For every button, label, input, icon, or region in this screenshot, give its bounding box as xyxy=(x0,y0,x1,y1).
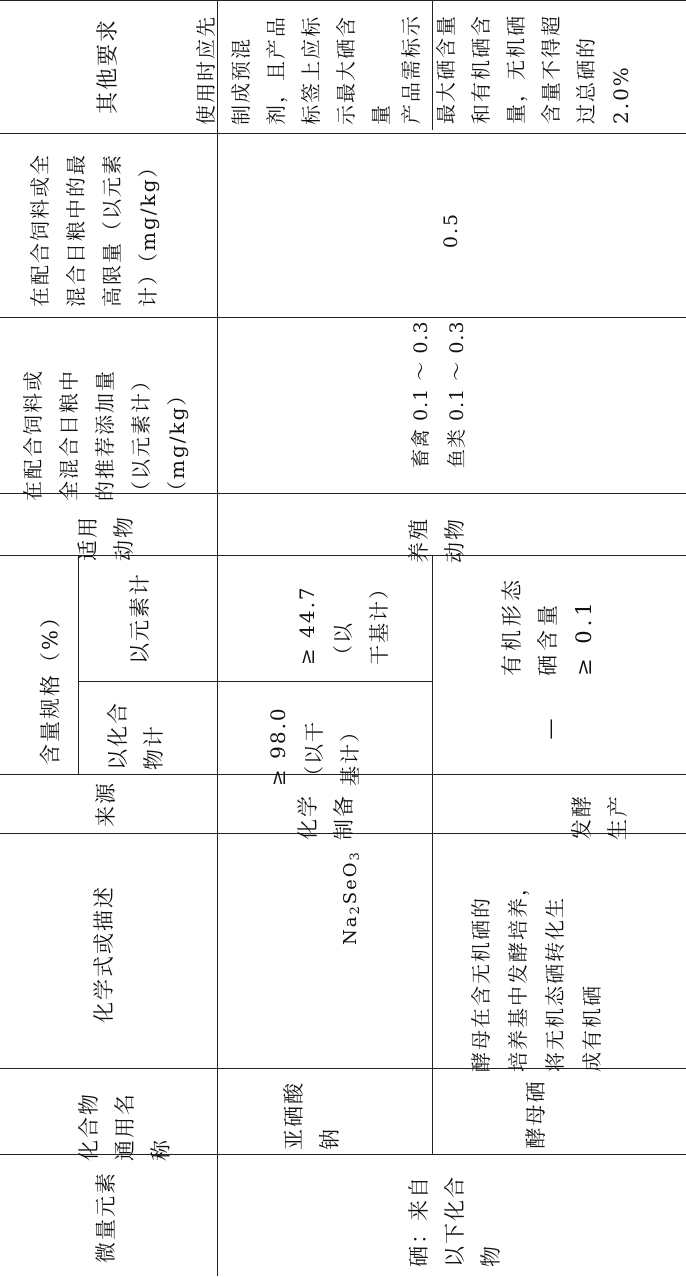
header-recommended: 在配合饲料或 全混合日粮中 的推荐添加量 （以元素计） （mg/kg） xyxy=(21,369,189,501)
shared-max-limit: 0.5 xyxy=(440,211,462,249)
row1-other: 使用时应先 制成预混 剂，且产品 标签上应标 示最大硒含 量 xyxy=(194,15,393,125)
formula-seo: SeO xyxy=(340,860,361,905)
shared-animals: 养殖 动物 xyxy=(407,517,467,563)
row2-compound-name: 酵母硒 xyxy=(524,1079,548,1149)
header-element: 微量元素 xyxy=(94,1171,118,1263)
row2-as-element: 有机形态 硒含量 ≥ 0.1 xyxy=(500,576,596,676)
header-formula: 化学式或描述 xyxy=(92,885,116,1023)
rule-h6 xyxy=(78,681,432,682)
header-other-requirements: 其他要求 xyxy=(96,18,121,115)
formula-na: Na xyxy=(340,914,361,945)
rule-v2 xyxy=(217,0,218,1276)
rule-h3 xyxy=(0,317,686,318)
row1-formula xyxy=(309,850,363,945)
rule-v4 xyxy=(432,555,433,1154)
header-animals: 适用 动物 xyxy=(76,515,136,561)
header-compound-name: 化合物 通用名 称 xyxy=(77,1092,173,1161)
row2-as-compound: — xyxy=(538,716,562,740)
group-label-selenium: 硒：来自 以下化合 物 xyxy=(407,1175,503,1267)
row2-formula: 酵母在含无机硒的 培养基中发酵培养， 将无机态硒转化生 成有机硒 xyxy=(469,874,604,1072)
formula-sub-3: 3 xyxy=(348,850,363,861)
header-content-spec: 含量规格（%） xyxy=(38,605,63,765)
row2-other: 产品需标示 最大硒含量 和有机硒含 量，无机硒 含量不得超 过总硒的 2.0% xyxy=(399,14,633,124)
row1-as-element: ≥ 44.7（以 干基计） xyxy=(295,577,391,665)
header-max-limit: 在配合饲料或全 混合日粮中的最 高限量（以元素 计）（mg/kg） xyxy=(28,153,160,307)
row1-as-compound: ≥ 98.0 （以干 基计） xyxy=(266,706,362,786)
row1-compound-name: 亚硒酸 钠 xyxy=(282,1081,342,1150)
shared-recommended: 畜禽 0.1 ～ 0.3 鱼类 0.1 ～ 0.3 xyxy=(410,320,468,468)
row2-source: 发酵 生产 xyxy=(570,794,630,840)
header-source: 来源 xyxy=(94,781,118,827)
header-as-compound: 以化合 物计 xyxy=(106,701,166,770)
row1-source: 化学 制备 xyxy=(296,794,356,840)
rule-v1 xyxy=(78,555,79,774)
formula-sub-2: 2 xyxy=(348,904,363,915)
header-as-element: 以元素计 xyxy=(128,572,152,664)
